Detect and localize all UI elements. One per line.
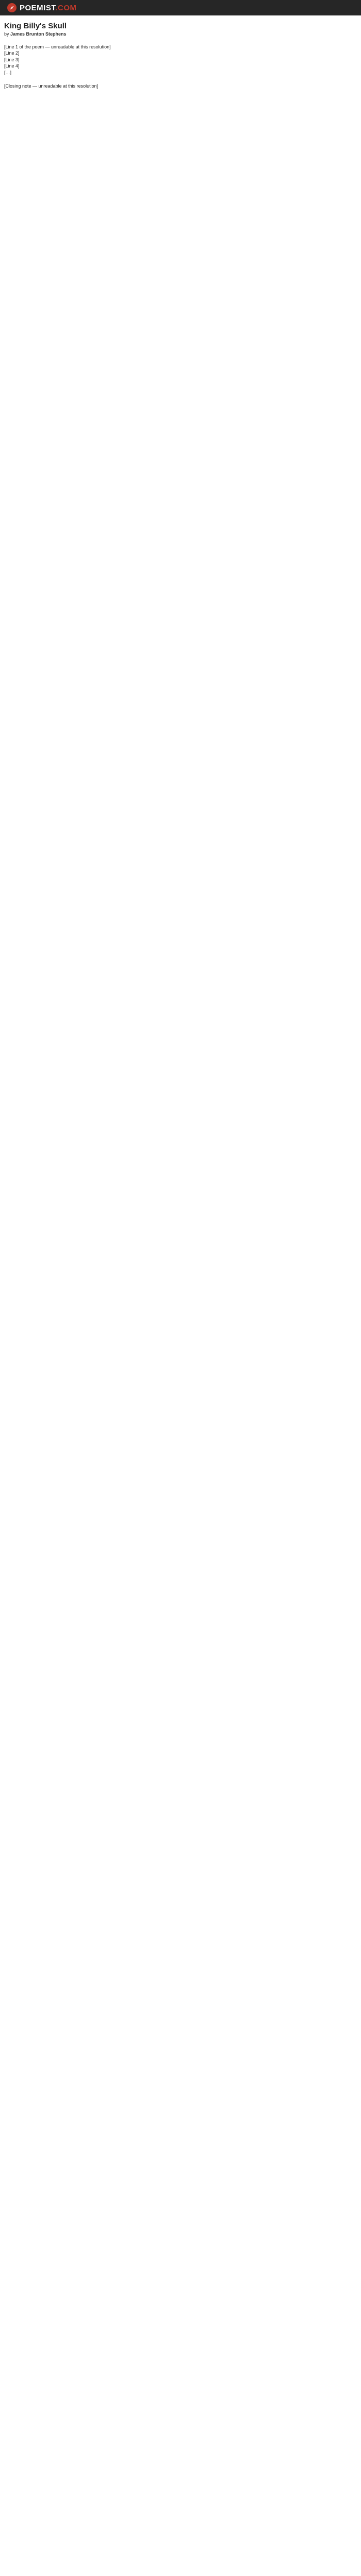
logo-wordmark bbox=[20, 4, 77, 12]
author-link[interactable]: James Brunton Stephens bbox=[10, 31, 67, 37]
site-logo[interactable] bbox=[7, 3, 77, 13]
byline-prefix: by bbox=[4, 31, 9, 37]
feather-icon bbox=[7, 3, 17, 12]
poem-title: King Billy's Skull bbox=[4, 22, 67, 30]
poem-page bbox=[4, 19, 355, 89]
logo-suffix: .COM bbox=[55, 3, 77, 12]
site-header bbox=[0, 0, 361, 15]
poem-byline bbox=[4, 31, 355, 37]
poem-footnote: [Closing note — unreadable at this resolution] bbox=[4, 83, 99, 89]
poem-body: [Line 1 of the poem — unreadable at this resolution] [Line 2] [Line 3] [Line 4] […] bbox=[4, 44, 111, 75]
logo-name: POEMIST bbox=[20, 3, 56, 12]
